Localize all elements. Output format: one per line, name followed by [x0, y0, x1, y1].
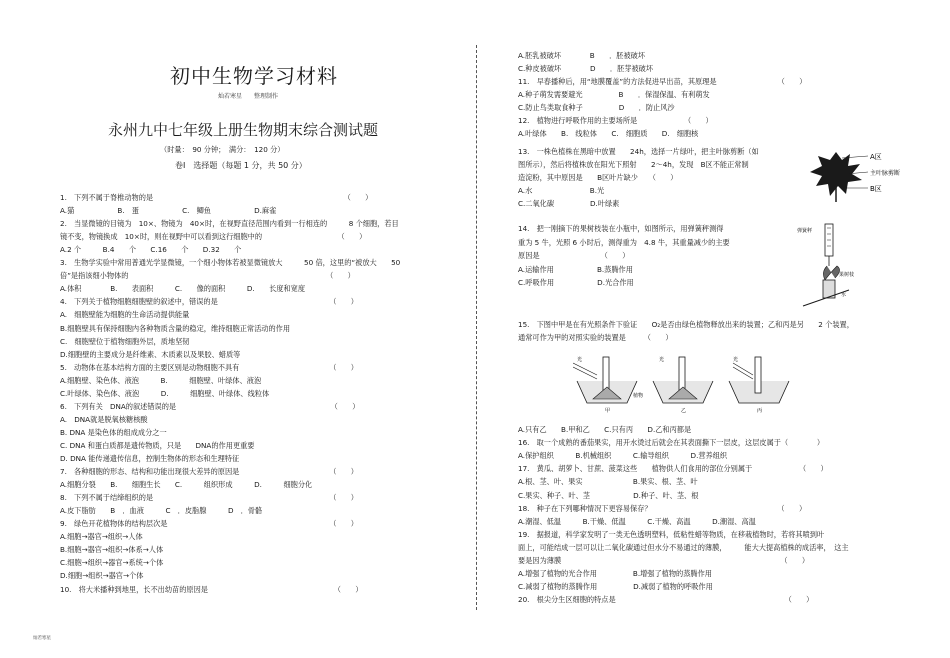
question-line: C.种皮被破坏 D ．胚芽被破坏	[518, 64, 654, 73]
section-title: 卷Ⅰ 选择题（每题 1 分，共 50 分）	[175, 161, 307, 170]
question-line: 8. 下列不属于结缔组织的是 （ ）	[60, 493, 358, 503]
apparatus-label-light-2: 光	[659, 357, 665, 363]
leaf-label-a: A区	[870, 153, 882, 161]
apparatus-label-bing: 丙	[757, 408, 763, 414]
question-line: A.猫 B. 蛋 C. 鲫鱼 D.麻雀	[60, 206, 277, 216]
question-line: 镜不变，物镜换成 10×时，则在视野中可以看到这行细胞中的 （ ）	[60, 232, 367, 242]
author-line: 灿若寒星 整理制作	[218, 93, 279, 100]
leaf-label-b: B区	[870, 185, 882, 193]
question-line: C. DNA 和蛋白质都是遗传物质，只是 DNA的作用更重要	[60, 440, 255, 450]
question-line: 13. 一株色植株在黑暗中放置 24h，选择一片绿叶，把主叶脉剪断（如	[518, 147, 759, 156]
document-title: 初中生物学习材料	[170, 64, 338, 88]
footer-text: 灿若寒星	[33, 636, 51, 641]
question-line: A.2 个 B.4 个 C.16 个 D.32 个	[60, 245, 242, 255]
question-line: A.只有乙 B.甲和乙 C.只有丙 D.乙和丙都是	[518, 425, 692, 434]
question-line: 19. 据报道，科学家发明了一类无色透明塑料，低粘性蜡等物质，在移栽植物时，若将其喷到叶	[518, 529, 825, 539]
question-line: C.二氧化碳 D.叶绿素	[518, 199, 620, 208]
spring-scale-figure	[797, 220, 857, 310]
question-line: D. DNA 能传递遗传信息，控制生物体的形态和生理特征	[60, 454, 240, 463]
question-line: 17. 黄瓜、胡萝卜、甘蔗、菠菜这些 植物供人们食用的部位分别属于 （ ）	[518, 464, 828, 474]
question-line: 4. 下列关于植物细胞细胞壁的叙述中，错误的是 （ ）	[60, 297, 358, 307]
scale-label-water: 水	[841, 292, 847, 298]
apparatus-label-light-3: 光	[733, 357, 739, 363]
leaf-label-cut: 主叶脉剪断	[870, 170, 901, 177]
question-line: 5. 动物体在基本结构方面的主要区别是动物细胞不具有 （ ）	[60, 362, 358, 372]
question-line: 倍”是指该细小物体的 （ ）	[60, 271, 355, 281]
exam-title: 永州九中七年级上册生物期末综合测试题	[108, 121, 379, 139]
question-line: 20. 根尖分生区细胞的特点是 （ ）	[518, 595, 814, 605]
question-line: 11. 早春播种后，用“地膜覆盖”的方法促进早出苗，其原理是 （ ）	[518, 77, 807, 86]
column-divider	[476, 45, 477, 610]
question-line: A.叶绿体 B. 线粒体 C. 细胞质 D. 细胞核	[518, 129, 699, 138]
question-line: A.增强了植物的光合作用 B.增强了植物的蒸腾作用	[518, 569, 712, 579]
question-line: A.根、茎、叶、果实 B.果实、根、茎、叶	[518, 477, 698, 487]
question-line: 2. 当显微镜的目镜为 10×、物镜为 40×时，在视野直径范围内看到一行相连的 8 个细胞，若目	[60, 219, 399, 229]
question-line: A.种子萌发需要避光 B ．保湿保温、有利萌发	[518, 90, 710, 99]
question-line: A.细胞分裂 B. 细胞生长 C. 组织形成 D. 细胞分化	[60, 480, 313, 490]
question-line: A. 细胞壁能为细胞的生命活动提供能量	[60, 310, 190, 320]
question-line: D.细胞→组织→器官→个体	[60, 571, 144, 581]
question-line: 12. 植物进行呼吸作用的主要场所是 （ ）	[518, 116, 713, 125]
leaf-figure	[802, 146, 922, 204]
scale-label-spring: 弹簧秤	[797, 228, 813, 234]
apparatus-figure	[573, 353, 793, 415]
question-line: C. 细胞壁位于植物细胞外层，质地坚韧	[60, 336, 190, 346]
question-line: 10. 将大米播种到地里，长不出幼苗的原因是 （ ）	[60, 584, 363, 594]
question-line: 图所示），然后将植株放在阳光下照射 2～4h，发现 B区不能正常制	[518, 160, 749, 169]
question-line: C.呼吸作用 D.光合作用	[518, 278, 634, 287]
question-line: B. DNA 是染色体的组成成分之一	[60, 427, 167, 437]
apparatus-label-jia: 甲	[605, 408, 611, 414]
question-line: 1. 下列不属于脊椎动物的是 （ ）	[60, 193, 373, 202]
question-line: A. DNA就是脱氧核糖核酸	[60, 414, 148, 424]
question-line: A.运输作用 B.蒸腾作用	[518, 264, 633, 274]
question-line: 16. 取一个成熟的番茄果实，用开水烫过后就会在其表面撕下一层皮，这层皮属于（ ）	[518, 438, 825, 448]
question-line: 3. 生物学实验中常用普通光学显微镜，一个细小物体若被显微镜放大 50 倍，这里的“被放大 50	[60, 258, 401, 268]
question-line: 18. 种子在下列哪种情况下更容易保存？ （ ）	[518, 503, 807, 513]
question-line: 14. 把一刚摘下的果树枝装在小瓶中，如图所示，用弹簧秤测得	[518, 224, 724, 233]
question-line: A.细胞→器官→组织→人体	[60, 532, 143, 542]
question-line: C.细胞→组织→器官→系统→个体	[60, 558, 164, 568]
exam-info: （时量： 90 分钟； 满分： 120 分）	[160, 145, 285, 154]
question-line: C.叶绿体、染色体、液泡 D. 细胞壁、叶绿体、线粒体	[60, 388, 270, 398]
question-line: A.保护组织 B.机械组织 C.输导组织 D.营养组织	[518, 451, 728, 461]
apparatus-label-yi: 乙	[681, 408, 687, 414]
question-line: 要是因为薄膜 （ ）	[518, 556, 810, 565]
question-line: D.细胞壁的主要成分是纤维素、木质素以及果胶、蜡质等	[60, 349, 241, 359]
question-line: A.体积 B. 表面积 C. 像的面积 D. 长度和宽度	[60, 284, 306, 294]
question-line: C.防止鸟类取食种子 D ．防止风沙	[518, 103, 675, 112]
apparatus-label-light-1: 光	[577, 357, 583, 363]
apparatus-label-plant: 植物	[633, 393, 644, 399]
question-line: A.细胞壁、染色体、液泡 B. 细胞壁、叶绿体、液泡	[60, 375, 262, 385]
question-line: A.水 B.光	[518, 186, 605, 195]
question-line: B.细胞→器官→组织→体系→人体	[60, 545, 164, 555]
question-line: 面上，可能结成一层可以让二氧化碳通过但水分不易通过的薄膜， 能大大提高植株的成活率， 这主	[518, 542, 849, 552]
question-line: 7. 各种细胞的形态、结构和功能出现很大差异的原因是 （ ）	[60, 467, 358, 477]
question-line: 原因是 （ ）	[518, 251, 630, 260]
question-line: 15. 下图中甲是在有光照条件下验证 O₂是否由绿色植物释放出来的装置；乙和丙是另 2 个装置，	[518, 320, 854, 329]
question-line: 通常可作为甲的对照实验的装置是 （ ）	[518, 333, 673, 342]
question-line: 9. 绿色开花植物体的结构层次是 （ ）	[60, 519, 358, 529]
question-line: A.胚乳被破坏 B ．胚被破坏	[518, 51, 646, 60]
question-line: A.潮湿、低温 B.干燥、低温 C.干燥、高温 D.潮湿、高温	[518, 516, 756, 526]
question-line: A.皮下脂肪 B ．血液 C ．皮脂腺 D ．骨骼	[60, 506, 263, 516]
question-line: C.减弱了植物的蒸腾作用 D.减弱了植物的呼吸作用	[518, 582, 713, 592]
right-column	[478, 0, 950, 658]
scale-label-branch: 果树枝	[839, 272, 855, 278]
question-line: 6. 下列有关 DNA的叙述错误的是 （ ）	[60, 401, 360, 411]
question-line: 重为 5 牛，光照 6 小时后，测得重为 4.8 牛，其重量减少的主要	[518, 237, 730, 247]
question-line: C.果实、种子、叶、茎 D.种子、叶、茎、根	[518, 490, 699, 500]
question-line: 造淀粉，其中原因是 B区叶片缺少 （ ）	[518, 173, 678, 182]
question-line: B.细胞壁具有保持细胞内各种物质含量的稳定，维持细胞正常活动的作用	[60, 323, 291, 333]
